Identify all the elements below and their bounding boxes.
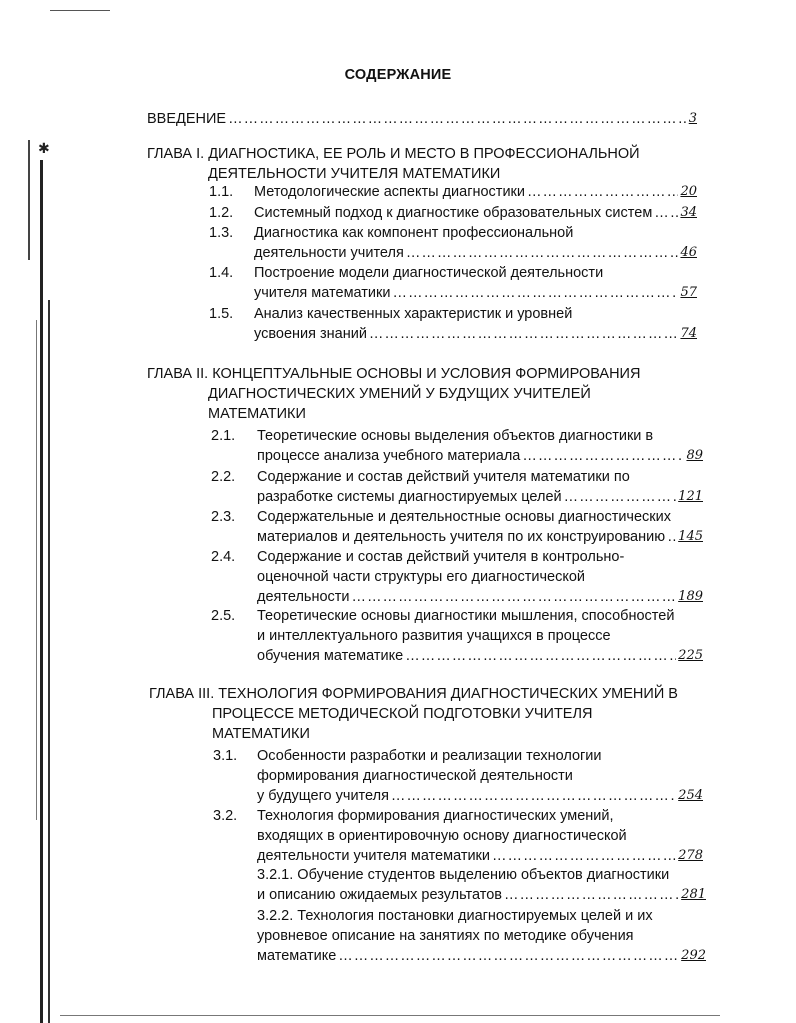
toc-page-number: 89 <box>686 448 703 464</box>
toc-item-text: Теоретические основы диагностики мышления, способностей <box>257 608 675 624</box>
toc-entry-label: математике <box>257 948 337 965</box>
dot-leader <box>228 109 687 129</box>
toc-item-number: 2.5. <box>211 608 236 624</box>
toc-page-number: 20 <box>680 184 697 199</box>
toc-entry <box>257 786 703 806</box>
dot-leader <box>391 786 676 806</box>
dot-leader <box>406 243 679 263</box>
margin-mark-icon: ✱ <box>38 140 50 156</box>
dot-leader <box>392 283 678 303</box>
toc-item-text: Анализ качественных характеристик и уровней <box>254 306 573 322</box>
toc-entry-intro <box>147 109 697 129</box>
dot-leader <box>527 182 678 202</box>
toc-item-text: Содержательные и деятельностные основы диагностических <box>257 509 671 525</box>
dot-leader <box>369 324 679 344</box>
toc-entry-label: деятельности учителя <box>254 245 404 262</box>
dot-leader <box>667 527 676 547</box>
toc-entry-label: деятельности учителя математики <box>257 848 491 865</box>
toc-entry <box>257 646 703 666</box>
page-bottom-line <box>60 1015 720 1016</box>
toc-item-number: 3.1. <box>213 748 238 764</box>
dot-leader <box>492 846 676 866</box>
dot-leader <box>504 885 679 905</box>
toc-page-number: 57 <box>680 285 697 301</box>
toc-entry-label: материалов и деятельность учителя по их конструированию <box>257 529 666 546</box>
chapter-2-heading: ГЛАВА II. КОНЦЕПТУАЛЬНЫЕ ОСНОВЫ И УСЛОВИЯ ФОРМИРОВАНИЯ ДИАГНОСТИЧЕСКИХ УМЕНИЙ У БУДУЩИХ УЧИТЕЛЕЙ МАТЕМАТИКИ <box>147 366 641 422</box>
dot-leader <box>522 446 684 466</box>
toc-item-text: Теоретические основы выделения объектов диагностики в <box>257 428 654 444</box>
toc-item-number: 1.1. <box>209 184 234 200</box>
toc-item-text: входящих в ориентировочную основу диагностической <box>257 828 627 845</box>
toc-entry-label: у будущего учителя <box>257 788 389 805</box>
dot-leader <box>654 203 678 223</box>
toc-item-text: Содержание и состав действий учителя в контрольно- <box>257 549 625 565</box>
toc-entry <box>254 203 697 223</box>
toc-page-number: 46 <box>680 245 697 261</box>
toc-page-number: 225 <box>678 648 703 664</box>
dot-leader <box>338 946 679 966</box>
toc-page-number: 121 <box>678 489 703 505</box>
toc-item-text: Технология формирования диагностических умений, <box>257 808 614 824</box>
dot-leader <box>405 646 676 666</box>
toc-item-text: 3.2.1. Обучение студентов выделению объектов диагностики <box>257 867 670 883</box>
toc-item-number: 1.4. <box>209 265 234 281</box>
toc-page-number: 254 <box>678 788 703 804</box>
toc-entry-label: деятельности <box>257 589 350 606</box>
toc-item-text: Диагностика как компонент профессиональной <box>254 225 574 241</box>
dot-leader <box>564 487 677 507</box>
toc-entry <box>257 846 703 866</box>
toc-entry-label: и описанию ожидаемых результатов <box>257 887 503 904</box>
toc-entry-label: процессе анализа учебного материала <box>257 448 521 465</box>
toc-page-number: 3 <box>688 111 697 126</box>
toc-entry <box>257 885 706 905</box>
toc-item-number: 2.2. <box>211 469 236 485</box>
toc-entry <box>254 324 697 344</box>
page-title: СОДЕРЖАНИЕ <box>344 67 452 83</box>
toc-page-number: 34 <box>680 205 697 220</box>
toc-page-number: 292 <box>681 948 706 964</box>
toc-item-text: Содержание и состав действий учителя математики по <box>257 469 630 485</box>
toc-item-text: уровневое описание на занятиях по методике обучения <box>257 928 634 945</box>
toc-entry <box>254 182 697 202</box>
toc-entry-label: ВВЕДЕНИЕ <box>147 111 227 127</box>
toc-item-number: 3.2. <box>213 808 238 824</box>
toc-entry <box>254 243 697 263</box>
toc-item-text: формирования диагностической деятельности <box>257 768 573 785</box>
toc-item-text: оценочной части структуры его диагностической <box>257 569 586 586</box>
toc-item-number: 2.4. <box>211 549 236 565</box>
toc-item-text: 3.2.2. Технология постановки диагностируемых целей и их <box>257 908 653 924</box>
chapter-3-heading: ГЛАВА III. ТЕХНОЛОГИЯ ФОРМИРОВАНИЯ ДИАГНОСТИЧЕСКИХ УМЕНИЙ В ПРОЦЕССЕ МЕТОДИЧЕСКОЙ ПОДГОТОВКИ УЧИТЕЛЯ МАТЕМАТИКИ <box>149 686 678 742</box>
toc-item-number: 2.3. <box>211 509 236 525</box>
toc-page-number: 145 <box>678 529 703 545</box>
toc-entry <box>257 446 703 466</box>
toc-page-number: 281 <box>681 887 706 903</box>
toc-page-number: 74 <box>680 326 697 342</box>
toc-item-number: 1.3. <box>209 225 234 241</box>
toc-item-text: Особенности разработки и реализации технологии <box>257 748 602 764</box>
toc-page-number: 189 <box>678 589 703 605</box>
toc-item-number: 1.2. <box>209 205 234 221</box>
toc-entry-label: Системный подход к диагностике образовательных систем <box>254 205 653 221</box>
toc-entry-label: учителя математики <box>254 285 391 302</box>
toc-entry-label: разработке системы диагностируемых целей <box>257 489 562 506</box>
toc-entry <box>257 527 703 547</box>
toc-item-number: 1.5. <box>209 306 234 322</box>
toc-item-text: Построение модели диагностической деятельности <box>254 265 604 281</box>
toc-entry <box>254 283 697 303</box>
toc-item-number: 2.1. <box>211 428 236 444</box>
chapter-1-heading: ГЛАВА I. ДИАГНОСТИКА, ЕЕ РОЛЬ И МЕСТО В ПРОФЕССИОНАЛЬНОЙ ДЕЯТЕЛЬНОСТИ УЧИТЕЛЯ МАТЕМАТИКИ <box>147 146 640 182</box>
toc-entry-label: Методологические аспекты диагностики <box>254 184 525 200</box>
toc-entry <box>257 946 706 966</box>
toc-page-number: 278 <box>678 848 703 864</box>
dot-leader <box>352 587 677 607</box>
toc-entry-label: обучения математике <box>257 648 404 665</box>
toc-item-text: и интеллектуального развития учащихся в процессе <box>257 628 611 645</box>
toc-entry-label: усвоения знаний <box>254 326 367 343</box>
toc-entry <box>257 587 703 607</box>
toc-entry <box>257 487 703 507</box>
